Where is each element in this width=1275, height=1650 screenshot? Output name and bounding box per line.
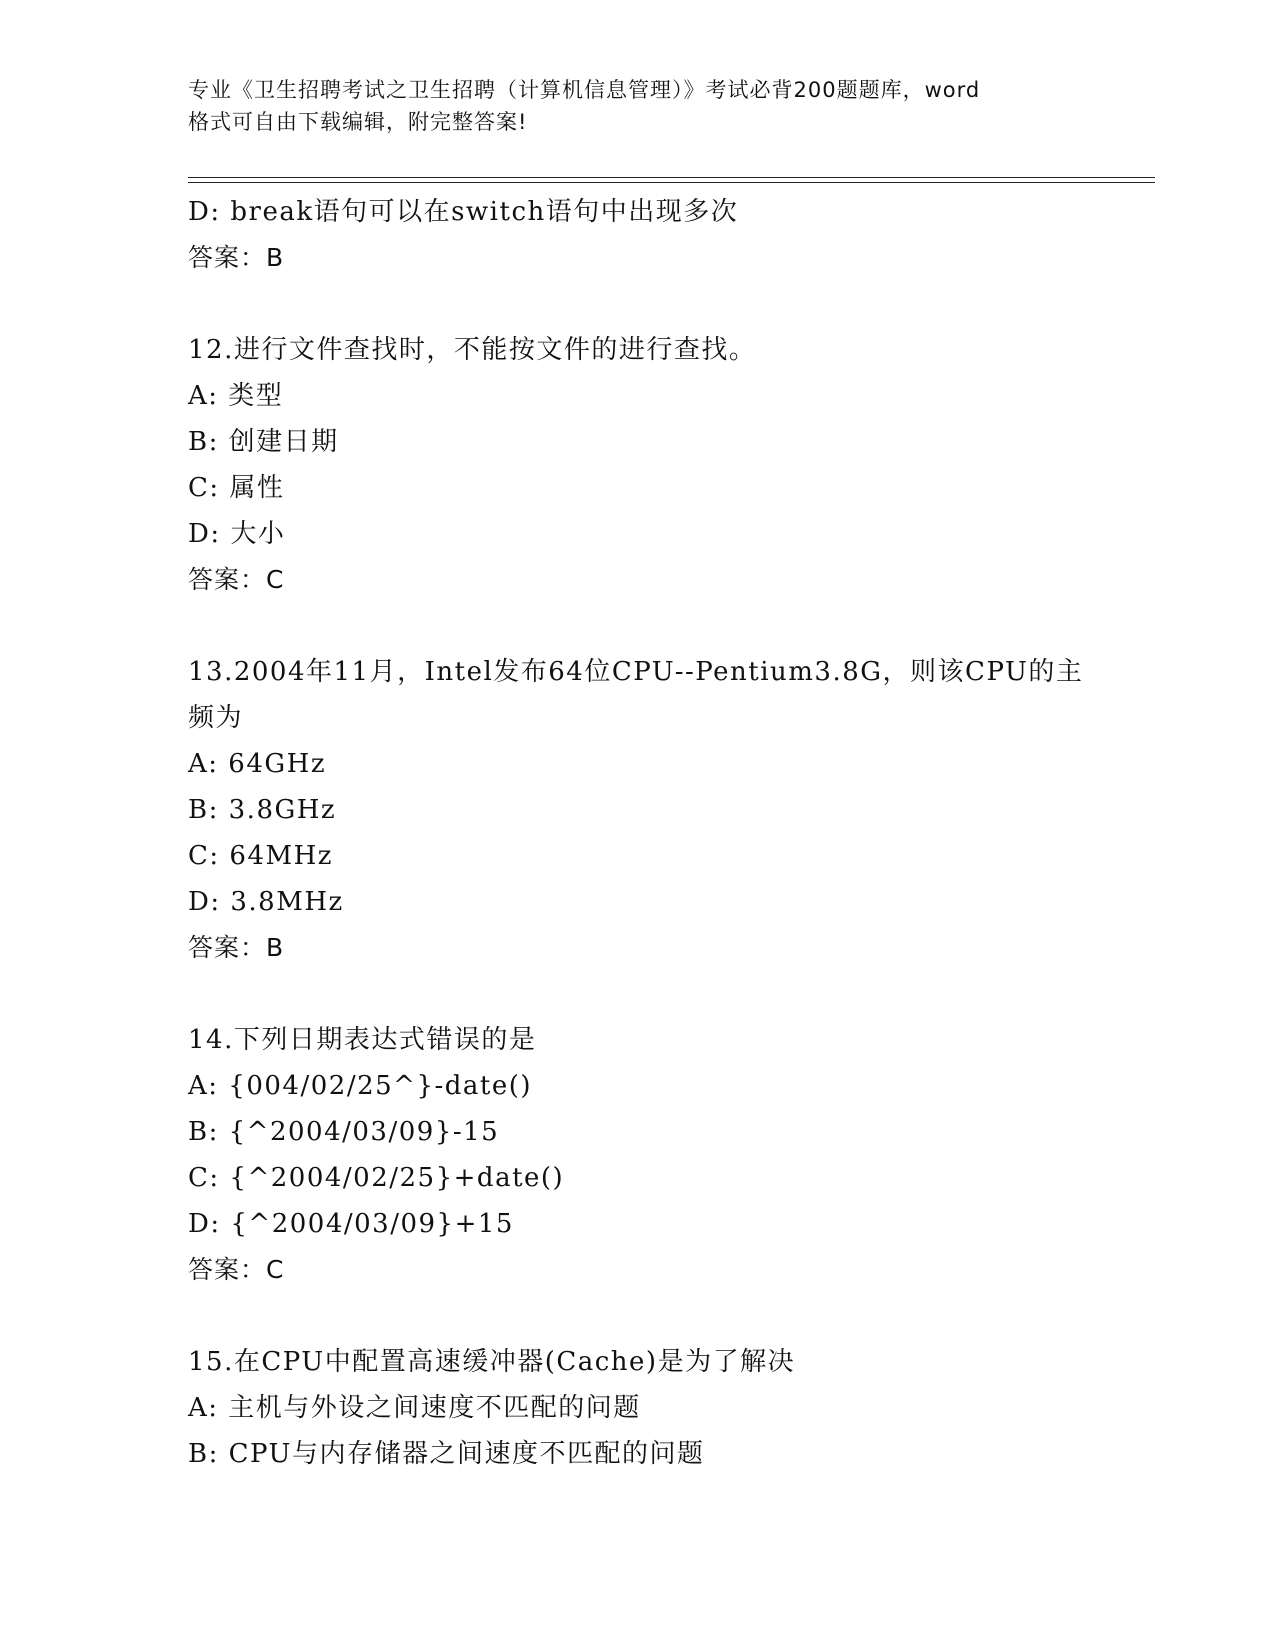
question-stem: 12.进行文件查找时，不能按文件的进行查找。 <box>188 335 757 365</box>
spacer <box>188 603 1088 649</box>
question-13 <box>188 649 1088 971</box>
question-14 <box>188 1017 1088 1293</box>
answer: 答案：C <box>188 565 285 594</box>
option-c: C: 64MHz <box>188 841 333 871</box>
header-title-line-1: 专业《卫生招聘考试之卫生招聘（计算机信息管理）》考试必背200题题库，word <box>188 78 981 102</box>
question-15 <box>188 1339 1088 1477</box>
spacer <box>188 281 1088 327</box>
spacer <box>188 971 1088 1017</box>
header-divider-top <box>188 177 1155 178</box>
option-a: A: 主机与外设之间速度不匹配的问题 <box>188 1393 641 1423</box>
option-b: B: 创建日期 <box>188 427 339 457</box>
question-stem-line-1: 13.2004年11月，Intel发布64位CPU--Pentium3.8G，则该CPU的主 <box>188 657 1084 687</box>
question-stem: 15.在CPU中配置高速缓冲器(Cache)是为了解决 <box>188 1347 796 1377</box>
document-header <box>188 74 1088 138</box>
option-a: A: 类型 <box>188 381 284 411</box>
question-stem: 14.下列日期表达式错误的是 <box>188 1025 537 1055</box>
prev-question-answer: 答案：B <box>188 243 285 272</box>
question-list <box>188 189 1088 1477</box>
question-stem-line-2: 频为 <box>188 703 244 733</box>
option-d: D: 大小 <box>188 519 286 549</box>
question-12 <box>188 327 1088 603</box>
option-d: D: {^2004/03/09}+15 <box>188 1209 514 1239</box>
header-divider-bottom <box>188 182 1155 183</box>
option-a: A: {004/02/25^}-date() <box>188 1071 533 1101</box>
answer: 答案：C <box>188 1255 285 1284</box>
option-b: B: CPU与内存储器之间速度不匹配的问题 <box>188 1439 705 1469</box>
option-b: B: {^2004/03/09}-15 <box>188 1117 500 1147</box>
option-d: D: 3.8MHz <box>188 887 344 917</box>
prev-question-option-d: D: break语句可以在switch语句中出现多次 <box>188 197 739 227</box>
spacer <box>188 1293 1088 1339</box>
header-title-line-2: 格式可自由下载编辑，附完整答案! <box>188 110 528 134</box>
option-b: B: 3.8GHz <box>188 795 337 825</box>
answer: 答案：B <box>188 933 285 962</box>
option-c: C: {^2004/02/25}+date() <box>188 1163 565 1193</box>
option-a: A: 64GHz <box>188 749 327 779</box>
option-c: C: 属性 <box>188 473 285 503</box>
